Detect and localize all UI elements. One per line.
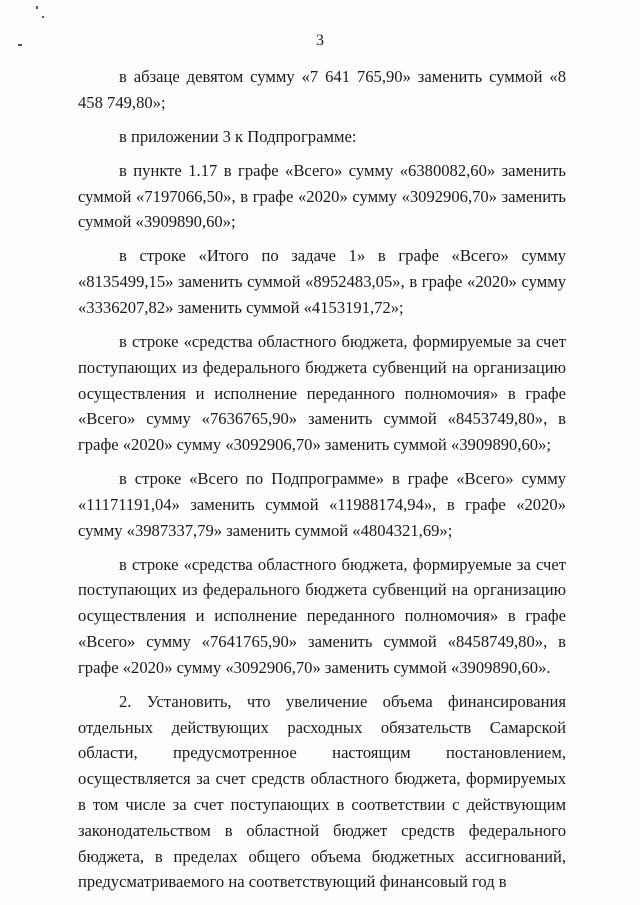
paragraph: в строке «средства областного бюджета, формируемые за счет поступающих из федерального бюджета субвенций на организацию осуществления и исполнение переданного полномочия» в графе «Всего» сумму «7641765,90» заменить суммой «8458749,80», в графе «2020» сумму «3092906,70» заменить суммой «3909890,60». — [78, 554, 566, 677]
paragraph: в строке «средства областного бюджета, формируемые за счет поступающих из федерального бюджета субвенций на организацию осуществления и исполнение переданного полномочия» в графе «Всего» сумму «7636765,90» заменить суммой «8453749,80», в графе «2020» сумму «3092906,70» заменить суммой «3909890,60»; — [78, 331, 566, 455]
document-body — [78, 64, 566, 903]
paragraph: в абзаце девятом сумму «7 641 765,90» заменить суммой «8 458 749,80»; — [78, 67, 566, 112]
paragraph: 2. Установить, что увеличение объема финансирования отдельных действующих расходных обязательств Самарской области, предусмотренное настоящим постановлением, осуществляется за счет средств областного бюджета, формируемых в том числе за счет поступающих в соответствии с действующим законодательством в областной бюджет средств федерального бюджета, в пределах общего объема бюджетных ассигнований, предусматриваемого на соответствующий финансовый год в — [78, 691, 566, 892]
scan-speck — [36, 6, 38, 9]
paragraph: в строке «Всего по Подпрограмме» в графе «Всего» сумму «11171191,04» заменить суммой «11988174,94», в графе «2020» сумму «3987337,79» заменить суммой «4804321,69»; — [78, 469, 566, 540]
page-number: 3 — [316, 32, 324, 49]
paragraph: в строке «Итого по задаче 1» в графе «Всего» сумму «8135499,15» заменить суммой «8952483,05», в графе «2020» сумму «3336207,82» заменить суммой «4153191,72»; — [78, 246, 566, 317]
paragraph: в пункте 1.17 в графе «Всего» сумму «6380082,60» заменить суммой «7197066,50», в графе «2020» сумму «3092906,70» заменить суммой «3909890,60»; — [78, 160, 566, 232]
paragraph: в приложении 3 к Подпрограмме: — [119, 126, 357, 146]
scan-speck — [42, 16, 44, 18]
